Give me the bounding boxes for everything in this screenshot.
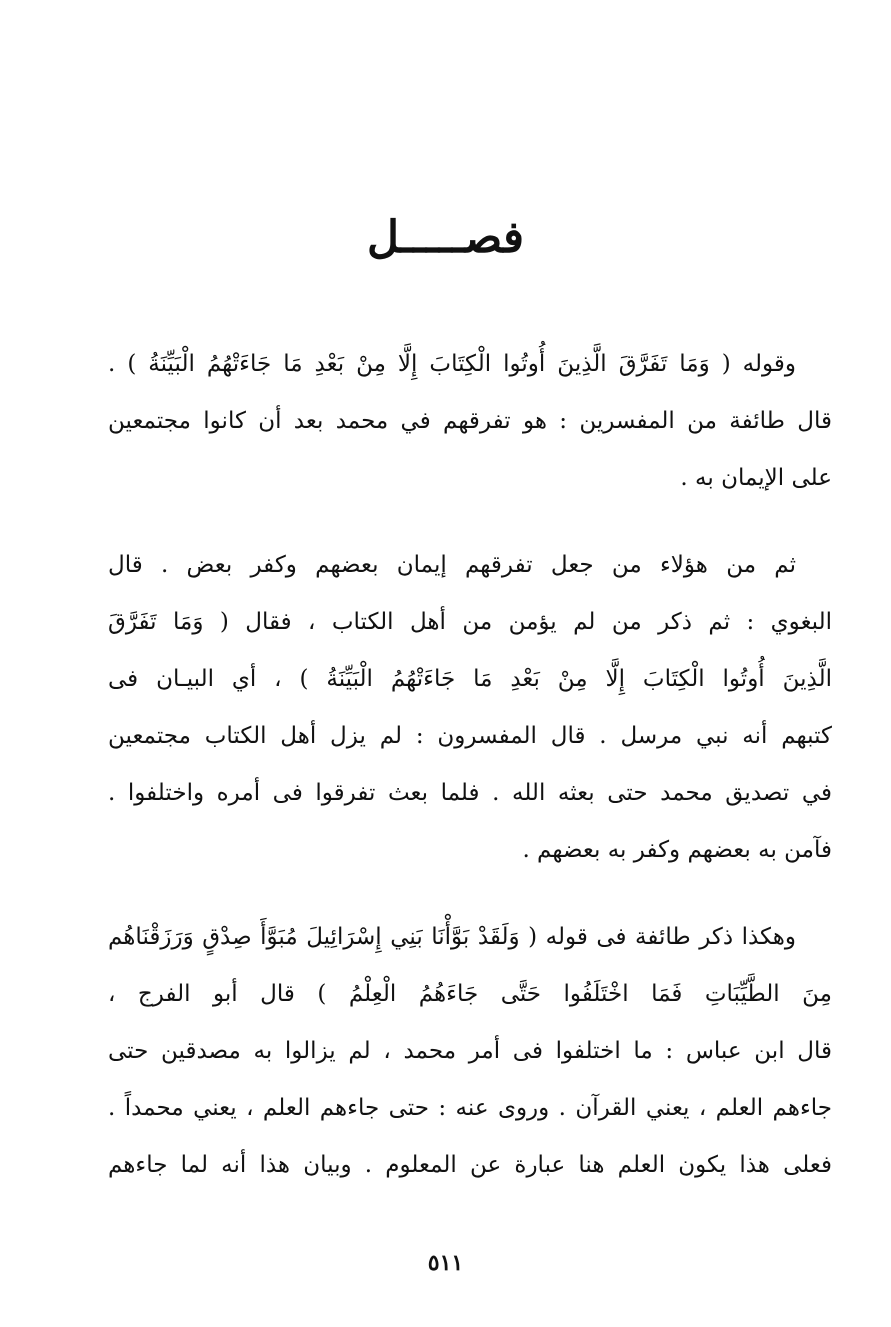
text-line: وقوله ( وَمَا تَفَرَّقَ الَّذِينَ أُوتُوا الْكِتَابَ إِلَّا مِنْ بَعْدِ مَا جَاءَتْهُمُ الْبَيِّنَةُ ) . [108,351,796,377]
body-text [108,336,832,1194]
text-line: وهكذا ذكر طائفة فى قوله ( وَلَقَدْ بَوَّأْنَا بَنِي إِسْرَائِيلَ مُبَوَّأَ صِدْقٍ وَرَزَقْنَاهُم [108,924,796,950]
text-line: جاءهم العلم ، يعني القرآن . وروى عنه : حتى جاءهم العلم ، يعني محمداً . [108,1095,832,1121]
text-line: في تصديق محمد حتى بعثه الله . فلما بعث تفرقوا فى أمره واختلفوا . [108,780,832,806]
text-line: كتبهم أنه نبي مرسل . قال المفسرون : لم يزل أهل الكتاب مجتمعين [108,723,832,749]
text-line: مِنَ الطَّيِّبَاتِ فَمَا اخْتَلَفُوا حَتَّى جَاءَهُمُ الْعِلْمُ ) قال أبو الفرج ، [108,981,832,1007]
text-line: فعلى هذا يكون العلم هنا عبارة عن المعلوم . وبيان هذا أنه لما جاءهم [108,1152,832,1178]
text-line: قال ابن عباس : ما اختلفوا فى أمر محمد ، لم يزالوا به مصدقين حتى [108,1038,832,1064]
page-number: ٥١١ [427,1250,464,1276]
text-line: على الإيمان به . [680,465,832,491]
paragraph-gap [108,507,832,537]
text-line: البغوي : ثم ذكر من لم يؤمن من أهل الكتاب ، فقال ( وَمَا تَفَرَّقَ [108,609,832,635]
section-heading: فصـــــل [367,212,524,263]
paragraph-gap [108,879,832,909]
text-line: الَّذِينَ أُوتُوا الْكِتَابَ إِلَّا مِنْ بَعْدِ مَا جَاءَتْهُمُ الْبَيِّنَةُ ) ، أي البيـان فى [108,666,832,692]
text-line: قال طائفة من المفسرين : هو تفرقهم في محمد بعد أن كانوا مجتمعين [108,408,832,434]
text-line: فآمن به بعضهم وكفر به بعضهم . [522,837,832,863]
text-line: ثم من هؤلاء من جعل تفرقهم إيمان بعضهم وكفر بعض . قال [108,552,796,578]
